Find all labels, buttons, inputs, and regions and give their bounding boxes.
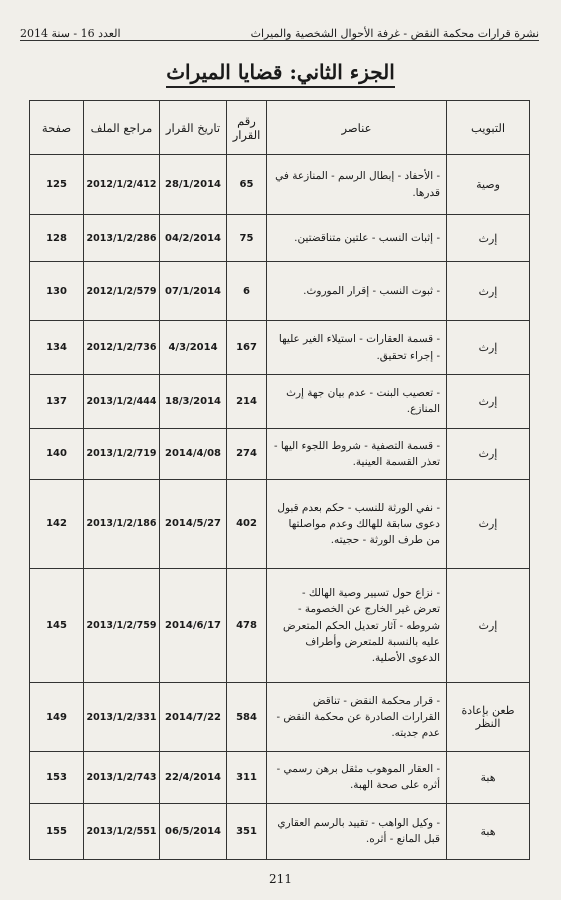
table-row <box>30 374 530 428</box>
row-page-number: 125 <box>30 155 84 215</box>
rulings-table <box>29 100 530 860</box>
table-row <box>30 262 530 321</box>
row-file-reference: 2012/1/2/736 <box>84 321 160 374</box>
table-row <box>30 321 530 374</box>
row-decision-date: 4/3/2014 <box>160 321 227 374</box>
row-elements: - قرار محكمة النقض - تناقض القرارات الصادرة عن محكمة النقض - عدم جديته. <box>267 683 447 751</box>
col-header-file-ref: مراجع الملف <box>84 101 160 155</box>
row-category: إرث <box>447 569 530 683</box>
row-page-number: 149 <box>30 683 84 751</box>
row-elements: - تعصيب البنت - عدم بيان جهة إرث المنازع. <box>267 374 447 428</box>
row-file-reference: 2012/1/2/579 <box>84 262 160 321</box>
row-elements: - وكيل الواهب - تقييد بالرسم العقاري قبل المانع - أثره. <box>267 803 447 859</box>
row-file-reference: 2013/1/2/719 <box>84 428 160 479</box>
publication-title: نشرة قرارات محكمة النقض - غرفة الأحوال الشخصية والميراث <box>250 27 539 40</box>
row-decision-number: 167 <box>227 321 267 374</box>
row-elements: - إثبات النسب - علتين متناقضتين. <box>267 215 447 262</box>
table-row <box>30 428 530 479</box>
row-decision-number: 351 <box>227 803 267 859</box>
row-decision-date: 07/1/2014 <box>160 262 227 321</box>
row-category: وصية <box>447 155 530 215</box>
page-number: 211 <box>269 872 292 886</box>
col-header-category: التبويب <box>447 101 530 155</box>
row-elements: - قسمة التصفية - شروط اللجوء اليها - تعذر القسمة العينية. <box>267 428 447 479</box>
row-page-number: 153 <box>30 751 84 803</box>
table-row <box>30 155 530 215</box>
running-header <box>20 18 539 41</box>
row-category: إرث <box>447 321 530 374</box>
row-file-reference: 2013/1/2/551 <box>84 803 160 859</box>
row-category: هبة <box>447 803 530 859</box>
row-decision-number: 311 <box>227 751 267 803</box>
row-page-number: 140 <box>30 428 84 479</box>
table-row <box>30 803 530 859</box>
row-decision-number: 584 <box>227 683 267 751</box>
table-row <box>30 751 530 803</box>
row-decision-date: 2014/4/08 <box>160 428 227 479</box>
col-header-page: صفحة <box>30 101 84 155</box>
row-elements: - نفي الورثة للنسب - حكم بعدم قبول دعوى سابقة للهالك وعدم مواصلتها من طرف الورثة - حجيته. <box>267 479 447 568</box>
table-row <box>30 683 530 751</box>
table-header-row <box>30 101 530 155</box>
row-decision-number: 214 <box>227 374 267 428</box>
row-decision-number: 402 <box>227 479 267 568</box>
section-title: الجزء الثاني: قضايا الميراث <box>0 60 561 84</box>
col-header-decision-no: رقم القرار <box>227 101 267 155</box>
row-decision-date: 2014/5/27 <box>160 479 227 568</box>
row-decision-number: 75 <box>227 215 267 262</box>
row-decision-date: 28/1/2014 <box>160 155 227 215</box>
row-decision-date: 2014/6/17 <box>160 569 227 683</box>
table-row <box>30 479 530 568</box>
row-file-reference: 2013/1/2/186 <box>84 479 160 568</box>
row-category: إرث <box>447 479 530 568</box>
row-page-number: 130 <box>30 262 84 321</box>
table-row <box>30 215 530 262</box>
table-row <box>30 569 530 683</box>
row-page-number: 142 <box>30 479 84 568</box>
row-elements: - الأحفاد - إبطال الرسم - المنازعة في قدرها. <box>267 155 447 215</box>
row-decision-number: 478 <box>227 569 267 683</box>
row-decision-date: 22/4/2014 <box>160 751 227 803</box>
col-header-elements: عناصر <box>267 101 447 155</box>
row-page-number: 137 <box>30 374 84 428</box>
row-category: طعن بإعادة النظر <box>447 683 530 751</box>
row-file-reference: 2012/1/2/412 <box>84 155 160 215</box>
issue-label: العدد 16 - سنة 2014 <box>20 27 121 40</box>
row-file-reference: 2013/1/2/743 <box>84 751 160 803</box>
row-elements: - ثبوت النسب - إقرار الموروث. <box>267 262 447 321</box>
row-page-number: 145 <box>30 569 84 683</box>
row-category: إرث <box>447 428 530 479</box>
row-elements: - قسمة العقارات - استيلاء الغير عليها - إجراء تحقيق. <box>267 321 447 374</box>
row-page-number: 134 <box>30 321 84 374</box>
col-header-date: تاريخ القرار <box>160 101 227 155</box>
row-decision-date: 18/3/2014 <box>160 374 227 428</box>
row-decision-date: 06/5/2014 <box>160 803 227 859</box>
row-decision-date: 2014/7/22 <box>160 683 227 751</box>
row-elements: - نزاع حول تسيير وصية الهالك - تعرض غير الخارج عن الخصومة - شروطه - آثار تعديل الحكم المتعرض عليه بالنسبة للمتعرض وأطراف الدعوى الأصلية. <box>267 569 447 683</box>
row-file-reference: 2013/1/2/331 <box>84 683 160 751</box>
row-category: إرث <box>447 215 530 262</box>
row-page-number: 128 <box>30 215 84 262</box>
row-category: هبة <box>447 751 530 803</box>
row-decision-number: 274 <box>227 428 267 479</box>
row-decision-date: 04/2/2014 <box>160 215 227 262</box>
row-page-number: 155 <box>30 803 84 859</box>
row-file-reference: 2013/1/2/759 <box>84 569 160 683</box>
row-elements: - العقار الموهوب مثقل برهن رسمي - أثره على صحة الهبة. <box>267 751 447 803</box>
row-category: إرث <box>447 374 530 428</box>
row-file-reference: 2013/1/2/444 <box>84 374 160 428</box>
row-file-reference: 2013/1/2/286 <box>84 215 160 262</box>
row-category: إرث <box>447 262 530 321</box>
row-decision-number: 6 <box>227 262 267 321</box>
row-decision-number: 65 <box>227 155 267 215</box>
